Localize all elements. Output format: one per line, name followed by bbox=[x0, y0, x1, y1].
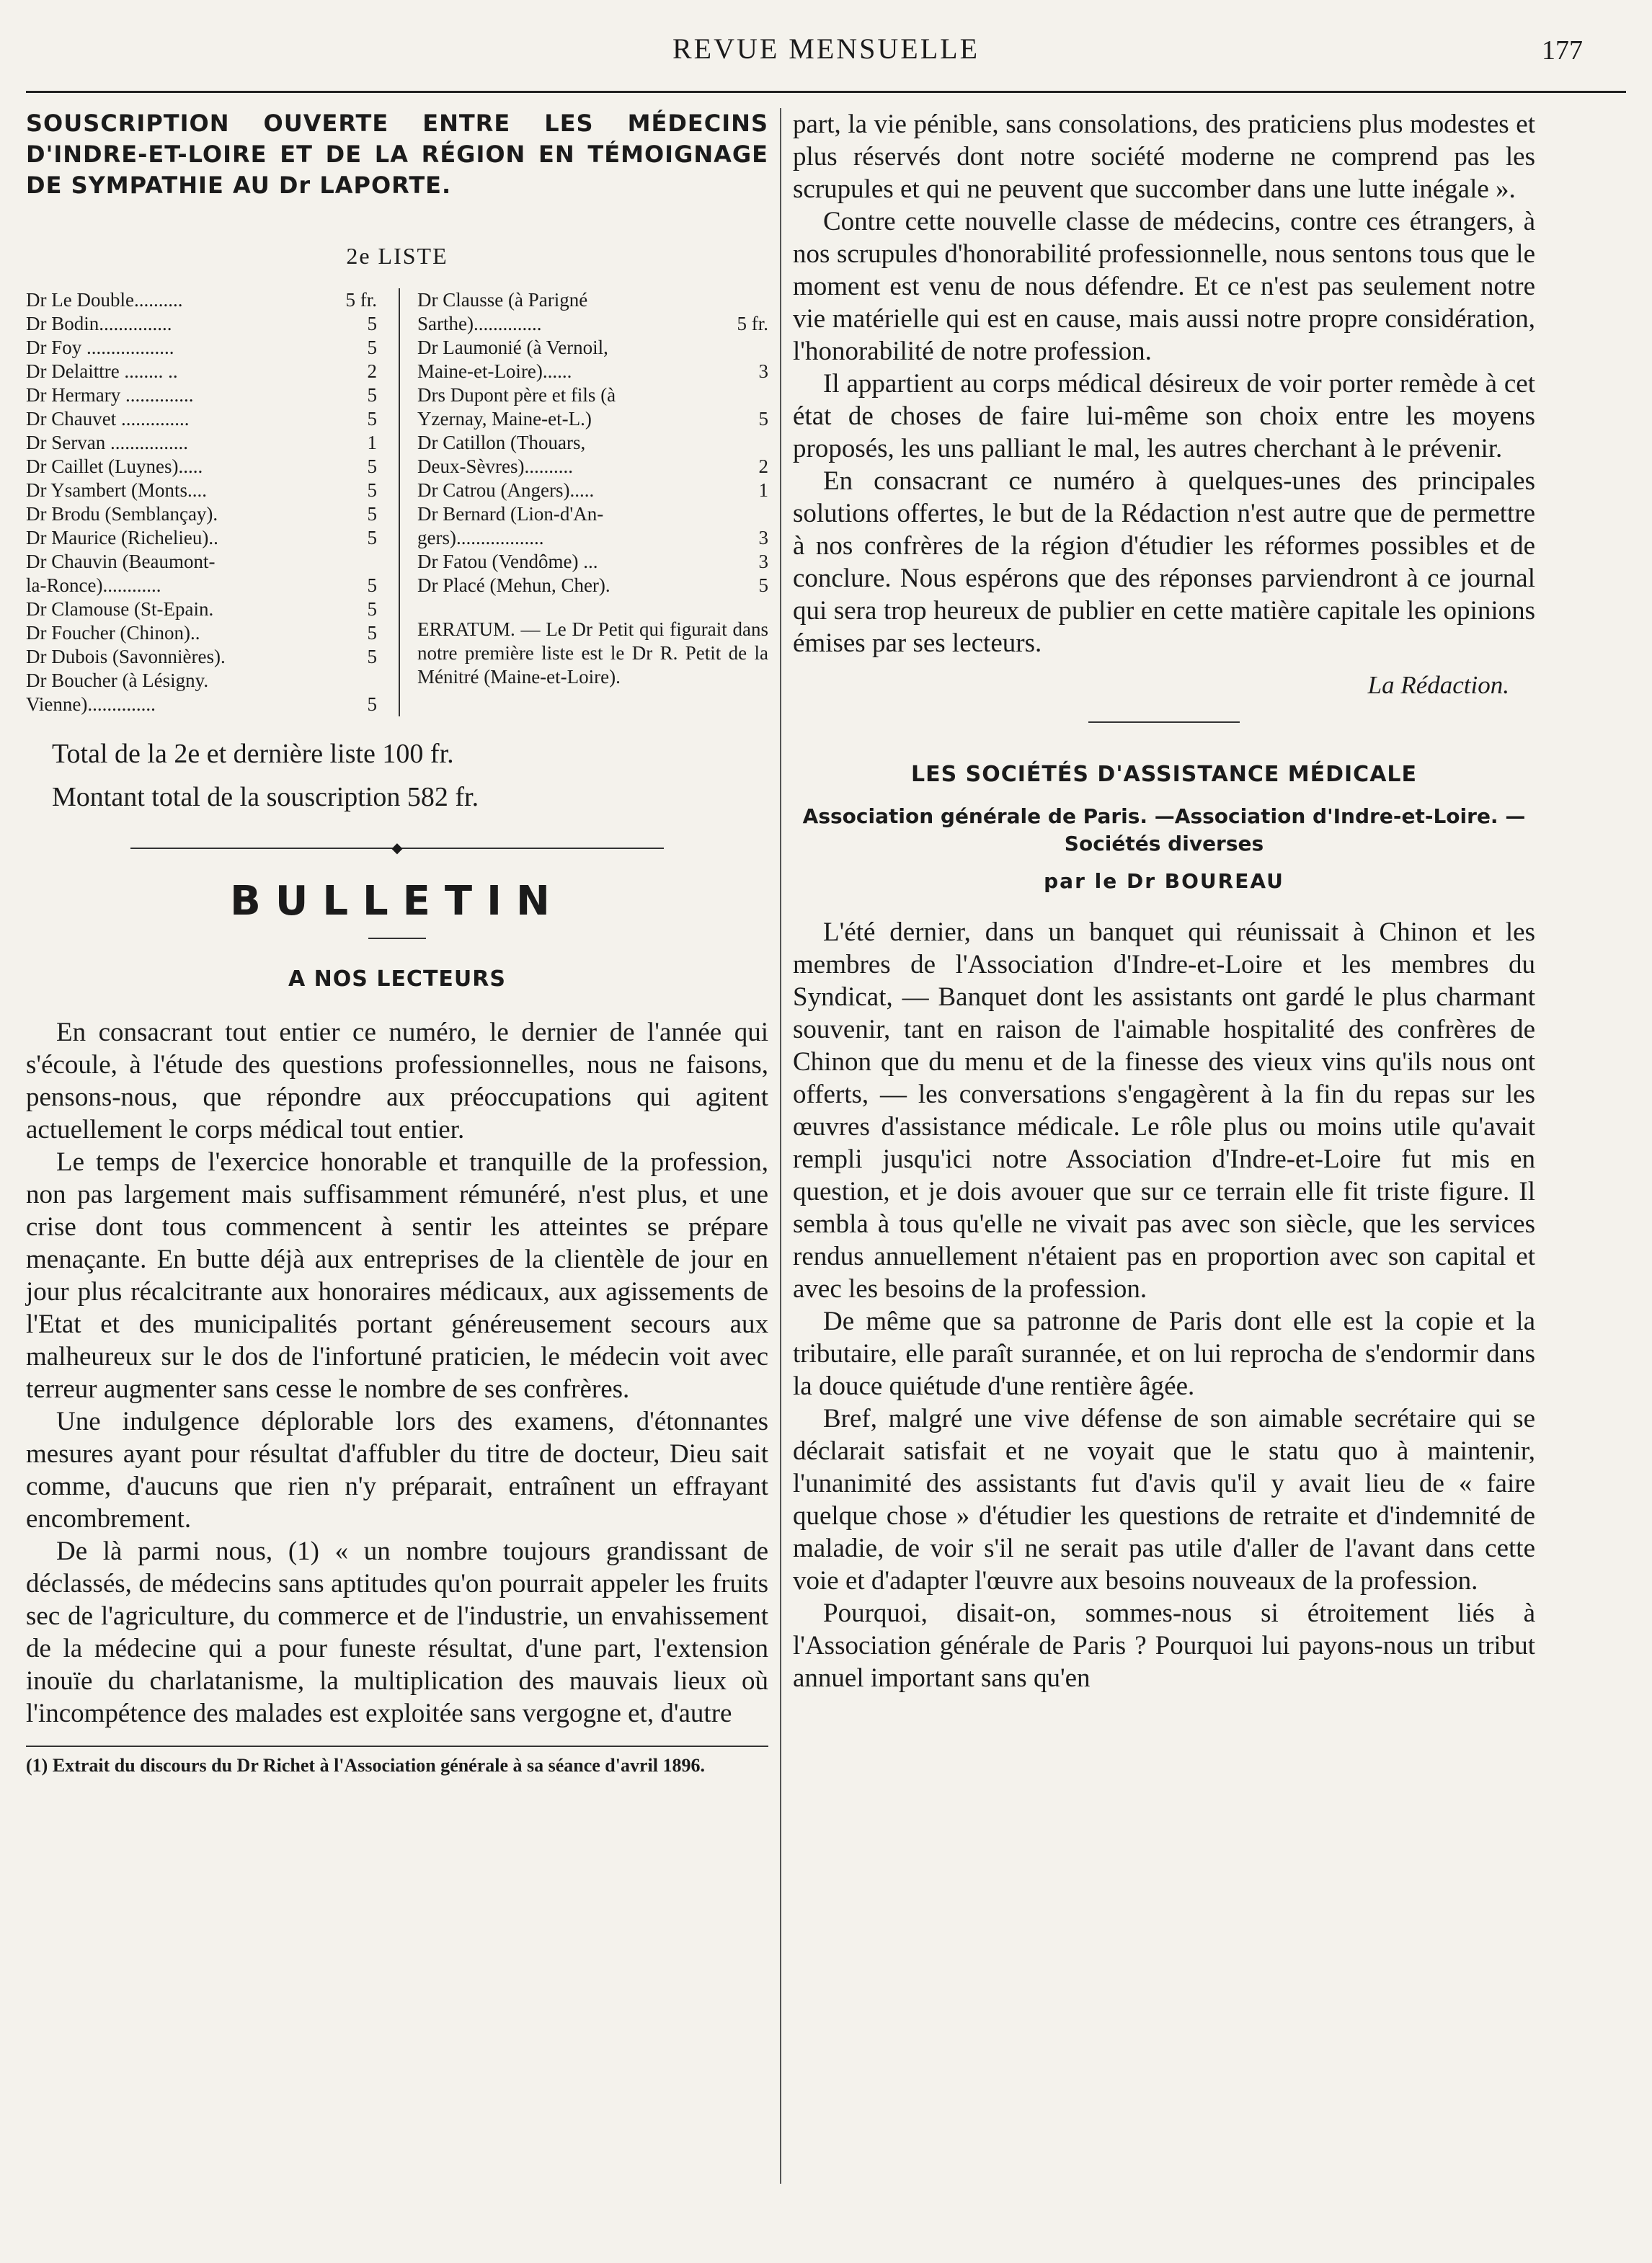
subscriber-name: la-Ronce)............ bbox=[26, 574, 161, 596]
column-divider bbox=[780, 108, 781, 2184]
bulletin-body bbox=[26, 1016, 768, 1730]
subscription-entry bbox=[417, 502, 768, 526]
bulletin-paragraph: En consacrant ce numéro à quelques-unes des principales solutions offertes, le but de la Rédaction n'est autre que de permettre à nos confrères de la région d'étudier les réformes possibles et de conclure. Nous espérons que des réponses parviendront à ce journal qui sera trop heureux de publier en cette matière capitale les opinions émises par ses lecteurs. bbox=[793, 466, 1535, 658]
subscription-amount: 5 bbox=[367, 598, 377, 620]
bulletin-paragraph: Contre cette nouvelle classe de médecins, contre ces étrangers, à nos scrupules d'honorabilité professionnelle, nous sentons tous que le moment est venu de nous défendre. Et ce n'est pas seulement notre vie matérielle qui est en cause, mais aussi notre propre considération, l'honorabilité de notre profession. bbox=[793, 207, 1535, 366]
subscription-amount: 5 bbox=[367, 622, 377, 644]
subscriber-name: Dr Bodin............... bbox=[26, 313, 172, 334]
subscription-entry bbox=[26, 383, 377, 407]
subscription-amount bbox=[338, 669, 377, 693]
subscription-amount bbox=[729, 336, 768, 360]
subscriber-name: Dr Hermary .............. bbox=[26, 384, 194, 406]
subscriber-name: Dr Boucher (à Lésigny. bbox=[26, 670, 209, 691]
subscriber-name: Dr Bernard (Lion-d'An- bbox=[417, 503, 604, 525]
societes-paragraph: L'été dernier, dans un banquet qui réunissait à Chinon et les membres de l'Association d'Indre-et-Loire et les membres du Syndicat, — Banquet dont les assistants ont gardé le plus charmant souvenir, tant en raison de l'aimable hospitalité des confrères de Chinon que du menu et de la finesse des vieux vins qu'ils nous ont offerts, — les conversations s'engagèrent à la fin du repas sur les œuvres d'assistance médicale. Le rôle plus ou moins utile qu'avait rempli jusqu'ici notre Association d'Indre-et-Loire fut mis en question, et je dois avouer que sur ce terrain elle fit triste figure. Il sembla à tous qu'elle ne vivait pas avec son siècle, que les services rendus annuellement n'étaient pas en proportion avec son capital et avec les besoins de la profession. bbox=[793, 917, 1535, 1304]
subscription-amount: 5 bbox=[758, 408, 768, 430]
subscriber-name: Dr Laumonié (à Vernoil, bbox=[417, 337, 608, 358]
bulletin-title: BULLETIN bbox=[230, 878, 564, 925]
subscription-entry bbox=[26, 312, 377, 336]
subscription-amount bbox=[729, 431, 768, 455]
subscriber-name: Dr Dubois (Savonnières). bbox=[26, 646, 226, 667]
subscription-entry bbox=[26, 455, 377, 479]
subscription-amount bbox=[338, 550, 377, 574]
subscription-entry bbox=[26, 407, 377, 431]
subscription-entry bbox=[26, 669, 377, 693]
subscription-entry bbox=[417, 526, 768, 550]
subscription-entry bbox=[417, 336, 768, 360]
subscription-entry bbox=[26, 502, 377, 526]
subscriber-name: Deux-Sèvres).......... bbox=[417, 455, 573, 477]
subscriber-name: Dr Delaittre ........ .. bbox=[26, 360, 178, 382]
subscriber-name: Dr Foy .................. bbox=[26, 337, 174, 358]
societes-paragraph: Pourquoi, disait-on, sommes-nous si étroitement liés à l'Association générale de Paris ? Pourquoi lui payons-nous un tribut annuel important sans qu'en bbox=[793, 1599, 1535, 1693]
subscription-entry bbox=[26, 526, 377, 550]
subscription-entry bbox=[417, 431, 768, 455]
subscription-amount: 5 fr. bbox=[345, 289, 377, 311]
subscriber-name: Vienne).............. bbox=[26, 693, 156, 715]
subscription-list-left bbox=[26, 288, 377, 716]
subscription-amount: 5 bbox=[367, 408, 377, 430]
subscriber-name: Dr Maurice (Richelieu).. bbox=[26, 527, 218, 548]
ornament-rule bbox=[130, 840, 664, 856]
subscription-title: SOUSCRIPTION OUVERTE ENTRE LES MÉDECINS D'INDRE-ET-LOIRE ET DE LA RÉGION EN TÉMOIGNAGE DE SYMPATHIE AU Dr LAPORTE. bbox=[26, 110, 768, 199]
subscription-list bbox=[26, 288, 768, 716]
signature: La Rédaction. bbox=[1367, 671, 1509, 699]
subscriber-name: Yzernay, Maine-et-L.) bbox=[417, 408, 592, 430]
subscription-amount: 5 bbox=[367, 313, 377, 334]
subscription-entry bbox=[417, 407, 768, 431]
subscriber-name: Dr Chauvin (Beaumont- bbox=[26, 551, 216, 572]
subscription-amount: 5 bbox=[367, 646, 377, 667]
subscription-amount: 5 bbox=[367, 574, 377, 596]
subscriber-name: Dr Foucher (Chinon).. bbox=[26, 622, 200, 644]
subscriber-name: Dr Brodu (Semblançay). bbox=[26, 503, 218, 525]
subscription-amount: 5 bbox=[367, 455, 377, 477]
subscriber-name: Dr Placé (Mehun, Cher). bbox=[417, 574, 610, 596]
subscription-entry bbox=[26, 645, 377, 669]
subscription-amount: 2 bbox=[367, 360, 377, 382]
subscription-amount: 5 fr. bbox=[737, 313, 768, 334]
subscription-entry bbox=[26, 693, 377, 716]
subscription-amount: 5 bbox=[367, 503, 377, 525]
subscription-entry bbox=[26, 550, 377, 574]
subscription-amount bbox=[729, 383, 768, 407]
subscriber-name: Dr Caillet (Luynes)..... bbox=[26, 455, 203, 477]
bulletin-paragraph: Il appartient au corps médical désireux de voir porter remède à cet état de choses de faire lui-même son choix entre les moyens proposés, les uns palliant le mal, les autres cherchant à le prévenir. bbox=[793, 369, 1535, 463]
erratum: ERRATUM. — Le Dr Petit qui figurait dans notre première liste est le Dr R. Petit de la Ménitré (Maine-et-Loire). bbox=[417, 618, 768, 688]
subscription-amount bbox=[729, 502, 768, 526]
subscriber-name: Dr Catillon (Thouars, bbox=[417, 432, 586, 453]
liste-title: 2e LISTE bbox=[346, 243, 448, 269]
subscription-amount: 1 bbox=[367, 432, 377, 453]
total-souscription: Montant total de la souscription 582 fr. bbox=[52, 782, 479, 812]
subscriber-name: Dr Catrou (Angers)..... bbox=[417, 479, 595, 501]
societes-title: LES SOCIÉTÉS D'ASSISTANCE MÉDICALE bbox=[910, 762, 1418, 787]
bulletin-paragraph: En consacrant tout entier ce numéro, le dernier de l'année qui s'écoule, à l'étude des questions professionnelles, nous ne faisons, pensons-nous, que répondre aux préoccupations qui agitent actuellement le corps médical tout entier. bbox=[26, 1018, 768, 1144]
subscription-amount: 3 bbox=[758, 527, 768, 548]
subscription-entry bbox=[417, 288, 768, 312]
left-column bbox=[26, 108, 768, 2220]
subscriber-name: Sarthe).............. bbox=[417, 313, 542, 334]
subscription-amount: 1 bbox=[758, 479, 768, 501]
subscriber-name: Maine-et-Loire)...... bbox=[417, 360, 572, 382]
bulletin-paragraph: part, la vie pénible, sans consolations, des praticiens plus modestes et plus réservés dont notre société moderne ne comprend pas les scrupules et qui ne peuvent que succomber dans une lutte inégale ». bbox=[793, 110, 1535, 204]
subscription-entry bbox=[417, 479, 768, 502]
societes-author: par le Dr BOUREAU bbox=[1044, 869, 1284, 893]
bulletin-paragraph: De là parmi nous, (1) « un nombre toujours grandissant de déclassés, de médecins sans aptitudes qu'on pourrait appeler les fruits sec de l'agriculture, du commerce et de l'industrie, un envahissement de la médecine qui a pour funeste résultat, d'une part, l'extension inouïe du charlatanisme, la multiplication des mauvais lieux où l'incompétence des malades est exploitée sans vergogne et, d'autre bbox=[26, 1537, 768, 1728]
subscriber-name: Dr Chauvet .............. bbox=[26, 408, 190, 430]
section-rule bbox=[1088, 721, 1240, 723]
subscription-amount: 5 bbox=[367, 527, 377, 548]
subscription-entry bbox=[26, 431, 377, 455]
subscription-entry bbox=[417, 360, 768, 383]
subscription-entry bbox=[26, 574, 377, 597]
bulletin-paragraph: Une indulgence déplorable lors des examens, d'étonnantes mesures ayant pour résultat d'affubler du titre de docteur, Dieu sait comme, d'aucuns que rien n'y préparait, entraînent un effrayant encombrement. bbox=[26, 1407, 768, 1534]
right-column bbox=[793, 108, 1535, 2220]
subscription-amount: 5 bbox=[367, 384, 377, 406]
bulletin-paragraph: Le temps de l'exercice honorable et tranquille de la profession, non pas largement mais suffisamment rémunéré, n'est plus, et une crise dont tous commencent à sentir les atteintes se prépare menaçante. En butte déjà aux entreprises de la clientèle de jour en jour plus récalcitrante aux honoraires médicaux, aux agissements de l'Etat et des municipalités portant généreusement secours aux malheureux sur le dos de l'infortuné praticien, le médecin voit avec terreur augmenter sans cesse le nombre de ses confrères. bbox=[26, 1147, 768, 1404]
subscription-entry bbox=[417, 455, 768, 479]
subscription-list-right bbox=[417, 288, 768, 597]
societes-body bbox=[793, 916, 1535, 1694]
subscription-entry bbox=[26, 360, 377, 383]
subscriber-name: Dr Fatou (Vendôme) ... bbox=[417, 551, 598, 572]
bulletin-continuation bbox=[793, 108, 1535, 659]
subscription-entry bbox=[26, 479, 377, 502]
page-number: 177 bbox=[1542, 35, 1583, 66]
subscription-amount: 5 bbox=[367, 479, 377, 501]
diamond-ornament-icon: ◆ bbox=[391, 840, 403, 856]
societes-paragraph: De même que sa patronne de Paris dont elle est la copie et la tributaire, elle paraît surannée, et on lui reprocha de s'endormir dans la douce quiétude d'une rentière âgée. bbox=[793, 1307, 1535, 1401]
subscription-entry bbox=[26, 336, 377, 360]
page-header bbox=[26, 32, 1626, 78]
subscription-entry bbox=[417, 312, 768, 336]
subscription-amount: 5 bbox=[758, 574, 768, 596]
subscriber-name: Dr Le Double.......... bbox=[26, 289, 183, 311]
running-title: REVUE MENSUELLE bbox=[672, 32, 980, 65]
subscription-entry bbox=[417, 574, 768, 597]
subscription-entry bbox=[26, 597, 377, 621]
subscriber-name: gers).................. bbox=[417, 527, 544, 548]
subscriber-name: Dr Clausse (à Parigné bbox=[417, 289, 588, 311]
bulletin-subtitle: A NOS LECTEURS bbox=[288, 966, 506, 992]
subscription-amount: 5 bbox=[367, 693, 377, 715]
subscription-amount: 5 bbox=[367, 337, 377, 358]
total-liste: Total de la 2e et dernière liste 100 fr. bbox=[52, 739, 454, 769]
subscriber-name: Dr Ysambert (Monts.... bbox=[26, 479, 207, 501]
subscription-entry bbox=[417, 550, 768, 574]
societes-associations: Association générale de Paris. —Association d'Indre-et-Loire. — Sociétés diverses bbox=[802, 804, 1526, 855]
header-rule bbox=[26, 91, 1626, 93]
footnote: (1) Extrait du discours du Dr Richet à l'Association générale à sa séance d'avril 1896. bbox=[26, 1746, 768, 1777]
subscription-entry bbox=[26, 288, 377, 312]
subscription-list-right-column bbox=[399, 288, 768, 716]
subscriber-name: Dr Clamouse (St-Epain. bbox=[26, 598, 214, 620]
subscriber-name: Drs Dupont père et fils (à bbox=[417, 384, 616, 406]
subscription-amount: 3 bbox=[758, 551, 768, 572]
subscriber-name: Dr Servan ................ bbox=[26, 432, 188, 453]
short-rule bbox=[368, 938, 426, 939]
subscription-entry bbox=[417, 383, 768, 407]
subscription-amount: 2 bbox=[758, 455, 768, 477]
subscription-amount bbox=[729, 288, 768, 312]
subscription-amount: 3 bbox=[758, 360, 768, 382]
subscription-entry bbox=[26, 621, 377, 645]
societes-paragraph: Bref, malgré une vive défense de son aimable secrétaire qui se déclarait satisfait et ne voyait que le statu quo à maintenir, l'unanimité des assistants fut d'avis qu'il y avait lieu de « faire quelque chose » d'étudier les questions de retraite et d'indemnité de maladie, de voir s'il ne serait pas utile d'aller de l'avant dans cette voie et d'adapter l'œuvre aux besoins nouveaux de la profession. bbox=[793, 1404, 1535, 1596]
